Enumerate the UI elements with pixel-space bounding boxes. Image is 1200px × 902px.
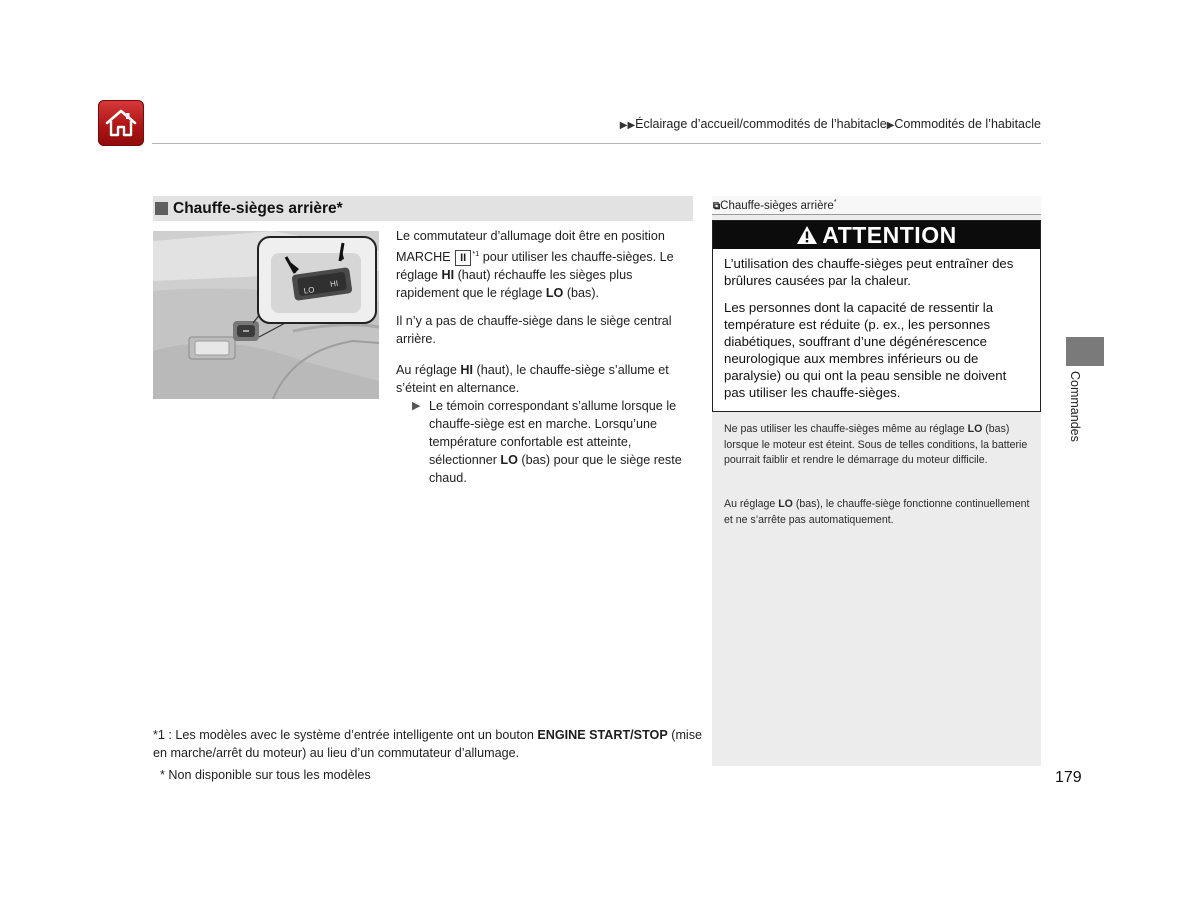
warning-burns: L’utilisation des chauffe-sièges peut entraîner des brûlures causées par la chaleur. <box>724 256 1014 288</box>
warning-triangle-icon <box>796 225 818 245</box>
note-engine-off: Ne pas utiliser les chauffe-sièges même au réglage LO (bas) lorsque le moteur est éteint. Sous de telles conditions, la batterie pourrait faiblir et rendre le démarrage du moteur difficile. <box>724 423 1028 466</box>
chapter-tab-label: Commandes <box>1068 371 1082 442</box>
cross-reference-icon: ⧉ <box>713 200 721 212</box>
breadcrumb <box>620 117 1041 131</box>
note-lo-continuous: Au réglage LO (bas), le chauffe-siège fonctionne continuellement et ne s’arrête pas automatiquement. <box>724 498 1030 526</box>
attention-label: ATTENTION <box>822 221 957 248</box>
page-number: 179 <box>1055 769 1082 786</box>
breadcrumb-arrow-icon: ▶▶ <box>619 120 636 131</box>
header-divider <box>152 143 1041 144</box>
bullet-arrow-icon: ▶ <box>412 400 421 412</box>
section-title: Chauffe-sièges arrière* <box>173 200 343 217</box>
footnote-availability: * Non disponible sur tous les modèles <box>160 768 371 782</box>
ignition-position-icon: II <box>455 250 471 266</box>
chapter-tab-marker[interactable] <box>1066 337 1104 366</box>
paragraph-ignition: Le commutateur d’allumage doit être en position MARCHE II $^{*1}$ pour utiliser les chauffe-sièges. Le réglage HI (haut) réchauffe les sièges plus rapidement que le réglage LO (bas). <box>396 229 674 301</box>
warning-sensitive-persons: Les personnes dont la capacité de ressentir la température est réduite (p. ex., les personnes diabétiques, souffrant d’une dégénérescence neurologique aux membres inférieurs ou de paralysie) ou qui ont la peau sensible ne doivent pas utiliser les chauffe-sièges. <box>724 300 1007 400</box>
home-button[interactable] <box>98 100 144 146</box>
side-header[interactable]: ⧉Chauffe-sièges arrière* <box>713 197 837 212</box>
home-icon <box>104 108 138 138</box>
section-marker-icon <box>155 202 168 215</box>
paragraph-hi-setting: Au réglage HI (haut), le chauffe-siège s’allume et s’éteint en alternance. <box>396 363 669 395</box>
paragraph-indicator: ▶ Le témoin correspondant s’allume lorsque le chauffe-siège est en marche. Lorsqu’une température confortable est atteinte, sélectionner LO (bas) pour que le siège reste chaud. <box>412 399 682 485</box>
footnote-engine-start: *1 : Les modèles avec le système d’entrée intelligente ont un bouton ENGINE START/STOP (mise en marche/arrêt du moteur) au lieu d’un commutateur d’allumage. <box>153 728 703 760</box>
attention-header <box>713 221 1040 249</box>
breadcrumb-link[interactable]: Commodités de l’habitacle <box>894 117 1041 131</box>
switch-lo-label: LO <box>303 285 316 296</box>
switch-hi-label: HI <box>329 278 339 289</box>
paragraph-center-seat: Il n’y a pas de chauffe-siège dans le siège central arrière. <box>396 314 672 346</box>
breadcrumb-arrow-icon: ▶ <box>886 120 895 131</box>
breadcrumb-link[interactable]: Éclairage d’accueil/commodités de l’habitacle <box>635 117 887 131</box>
door-switch-illustration <box>153 231 379 399</box>
